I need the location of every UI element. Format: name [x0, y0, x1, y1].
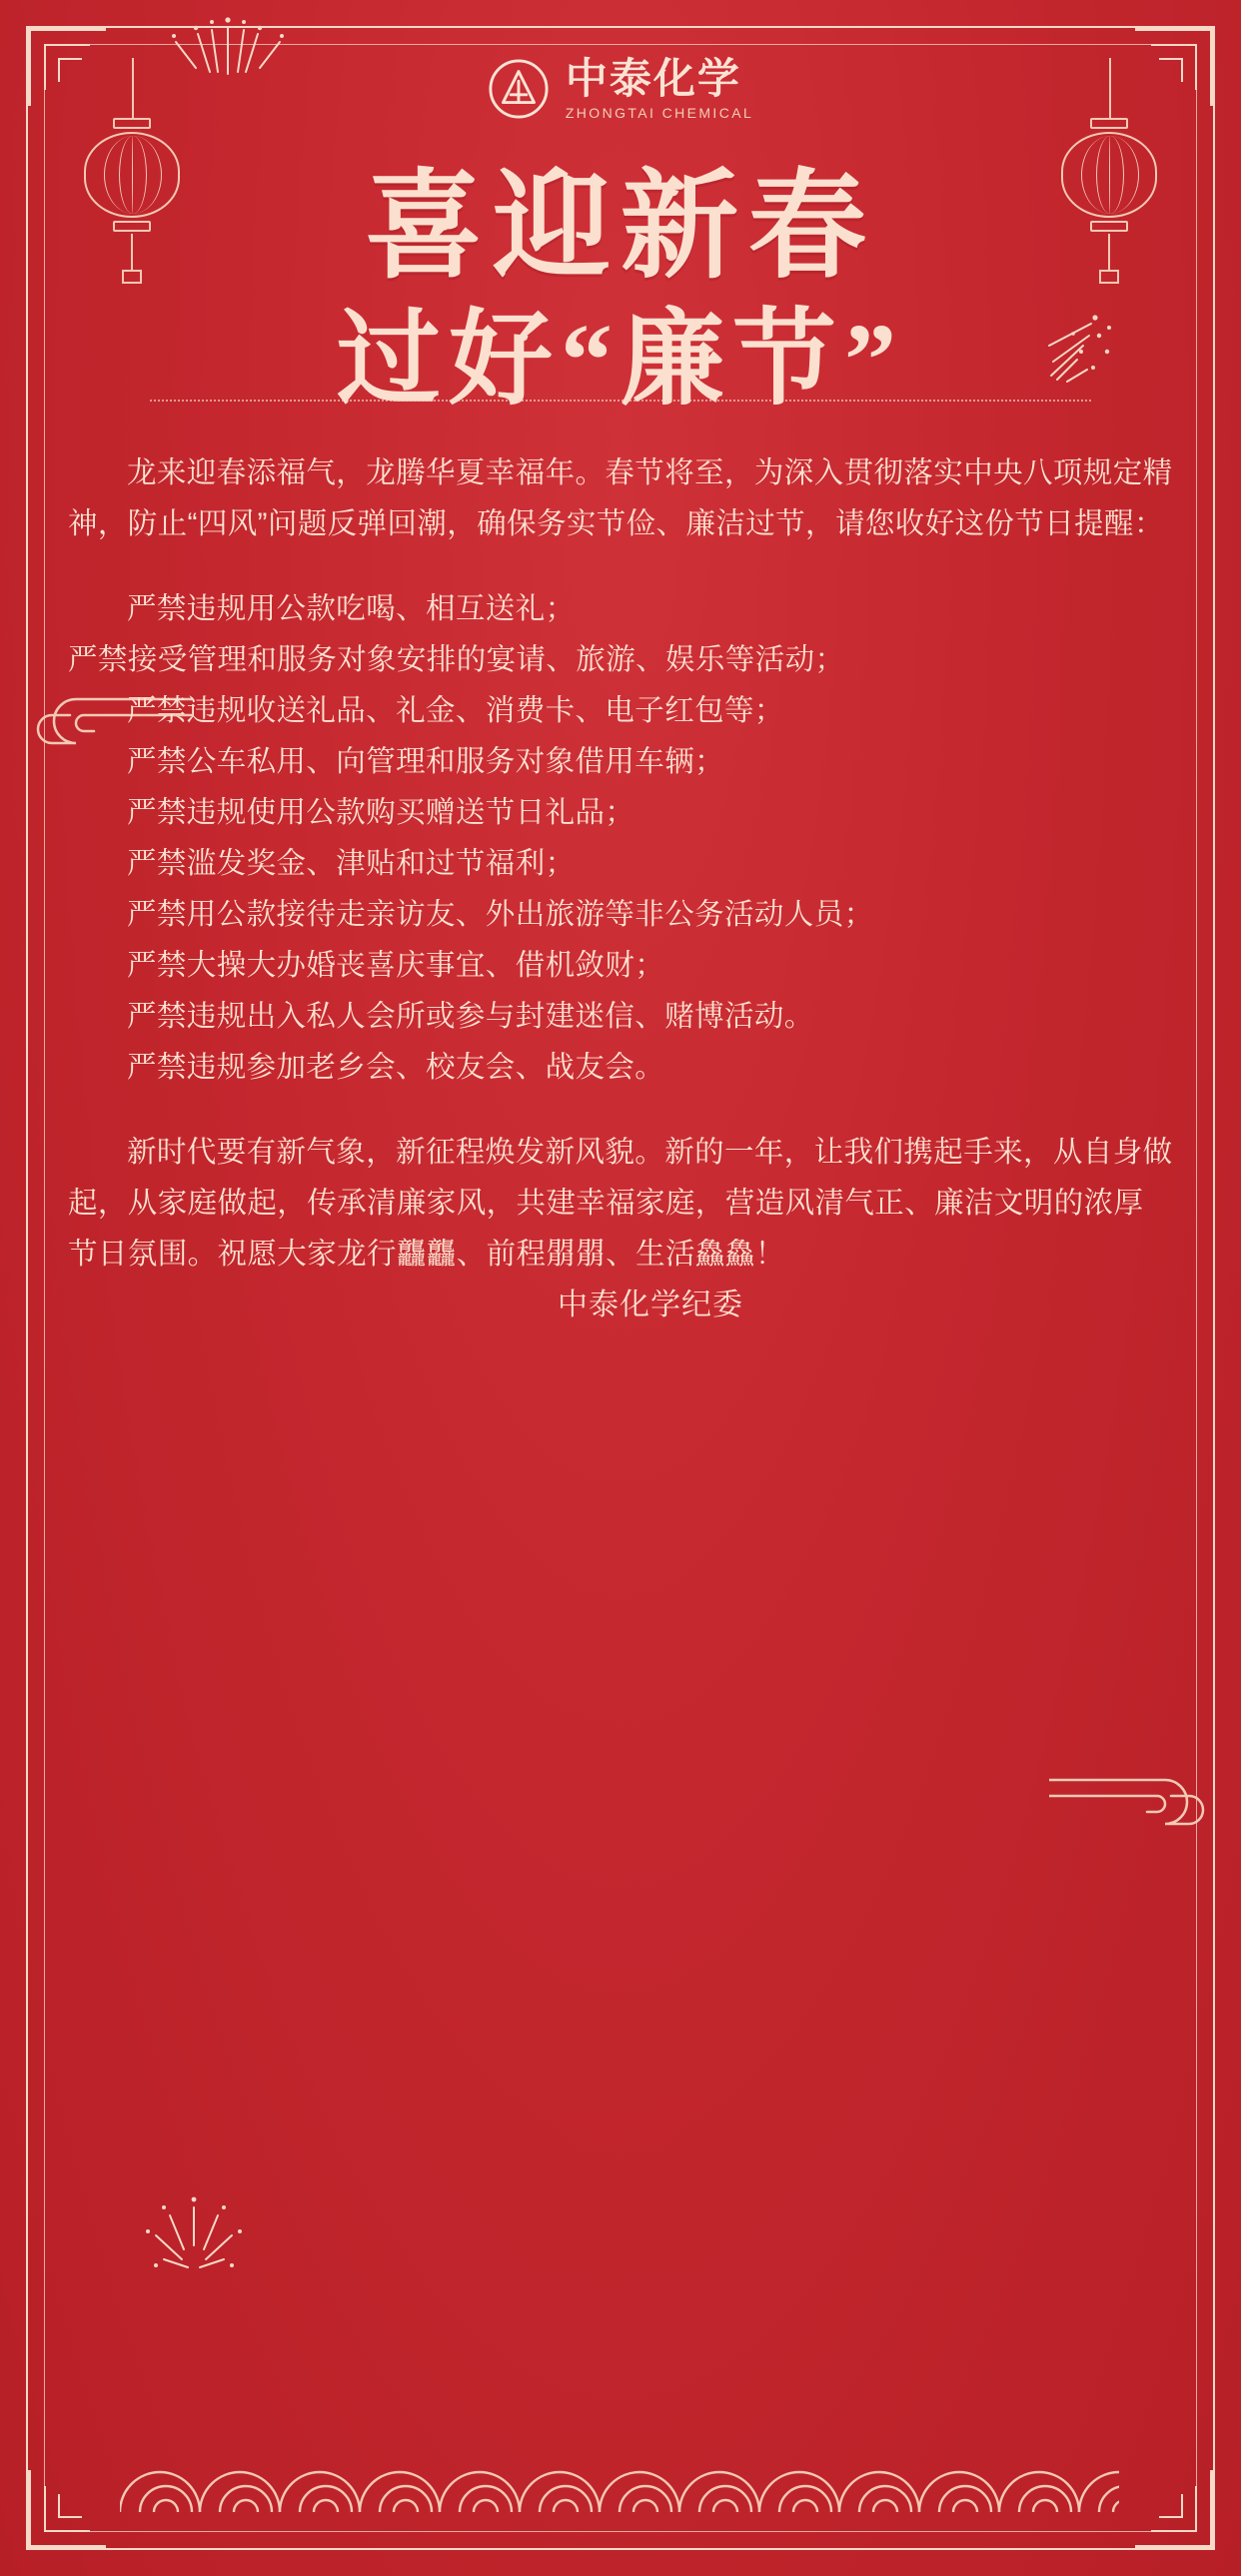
title-line-2: 过好“廉节” — [336, 303, 904, 419]
rule-item: 严禁违规用公款吃喝、相互送礼； — [127, 592, 576, 625]
signature: 中泰化学纪委 — [558, 1288, 743, 1321]
corner-ornament-bottom-left — [28, 2470, 106, 2548]
corner-ornament-bottom-right — [1135, 2470, 1213, 2548]
rule-item: 严禁大操大办婚丧喜庆事宜、借机敛财； — [127, 949, 665, 982]
body-closing: 新时代要有新气象，新征程焕发新风貌。新的一年，让我们携起手来，从自身做起，从家庭做起，传承清廉家风，共建幸福家庭，营造风清气正、廉洁文明的浓厚节日氛围。祝愿大家龙行龘龘、前程朤朤、生活鱻鱻！ — [68, 1136, 1173, 1271]
rule-item: 严禁滥发奖金、津贴和过节福利； — [127, 847, 576, 880]
brand-name-cn: 中泰化学 — [565, 55, 741, 102]
brand-header — [0, 55, 1241, 121]
rule-item: 严禁违规出入私人会所或参与封建迷信、赌博活动。 — [127, 1000, 814, 1033]
rule-item: 严禁接受管理和服务对象安排的宴请、旅游、娱乐等活动； — [68, 643, 845, 676]
poster-title — [0, 158, 1241, 424]
triangle-a-logo-icon — [488, 58, 550, 120]
body-intro: 龙来迎春添福气，龙腾华夏幸福年。春节将至，为深入贯彻落实中央八项规定精神，防止“四风”问题反弹回潮，确保务实节俭、廉洁过节，请您收好这份节日提醒： — [68, 456, 1173, 540]
rule-item: 严禁违规参加老乡会、校友会、战友会。 — [127, 1051, 665, 1084]
title-divider — [150, 400, 1091, 402]
title-line-1: 喜迎新春 — [364, 162, 876, 293]
wave-pattern-icon — [120, 2416, 1119, 2512]
rule-item: 严禁违规使用公款购买赠送节日礼品； — [127, 796, 635, 829]
rule-item: 严禁用公款接待走亲访友、外出旅游等非公务活动人员； — [127, 898, 874, 931]
rule-item: 严禁违规收送礼品、礼金、消费卡、电子红包等； — [127, 694, 784, 727]
poster-body — [68, 447, 1173, 1330]
cloud-scroll-icon-right — [1049, 1770, 1219, 1832]
brand-name-en: ZHONGTAI CHEMICAL — [565, 105, 754, 121]
rule-item: 严禁公车私用、向管理和服务对象借用车辆； — [127, 745, 725, 778]
firework-icon-bottom — [140, 2193, 250, 2303]
